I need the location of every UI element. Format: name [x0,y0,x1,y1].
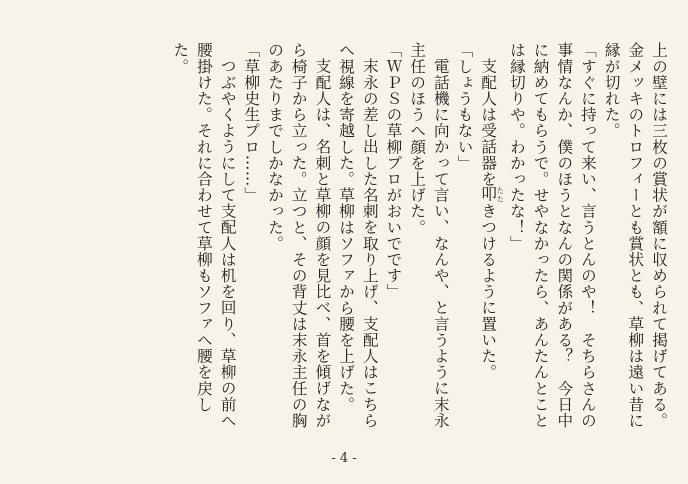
paragraph: 「ＷＰＳの草柳プロがおいでです」 [384,42,403,300]
paragraph: 上の壁には三枚の賞状が額に収められて掲げてある。金メッキのトロフィーとも賞状とも、草柳は遠い昔に縁が切れた。 [602,42,668,429]
paragraph: つぶやくようにして支配人は机を回り、草柳の前へ腰掛けた。それに合わせて草柳もソファへ腰を戻した。 [171,42,237,428]
vertical-text-body [50,42,670,434]
paragraph: 支配人は、名刺と草柳の顔を見比べ、首を傾げながら椅子から立った。立つと、その背丈は末永主任の胸のあたりまでしかなかった。 [266,42,332,429]
ruby-annotation: 叩 たた [479,186,505,203]
paragraph: 「しょうもない」 [455,42,474,171]
paragraph: 「草柳史生プロ……」 [242,42,261,203]
paragraph: 「すぐに持って来い、言うとんのや！ そちらさんの事情なんか、僕のほうとなんの関係がある？ 今日中に納めてもらうで。せやなかったら、あんたんとことは縁切りや。わかったな！」 [507,42,597,429]
paragraph: 電話機に向かって言い、なんや、と言うように末永主任のほうへ顔を上げた。 [408,42,450,428]
page-number: - 4 - [331,451,357,466]
paragraph: 末永の差し出した名刺を取り上げ、支配人はこちらへ視線を寄越した。草柳はソファから腰を上げた。 [337,42,379,428]
paragraph: 支配人は受話器を叩 たたきつけるように置いた。 [479,57,505,380]
